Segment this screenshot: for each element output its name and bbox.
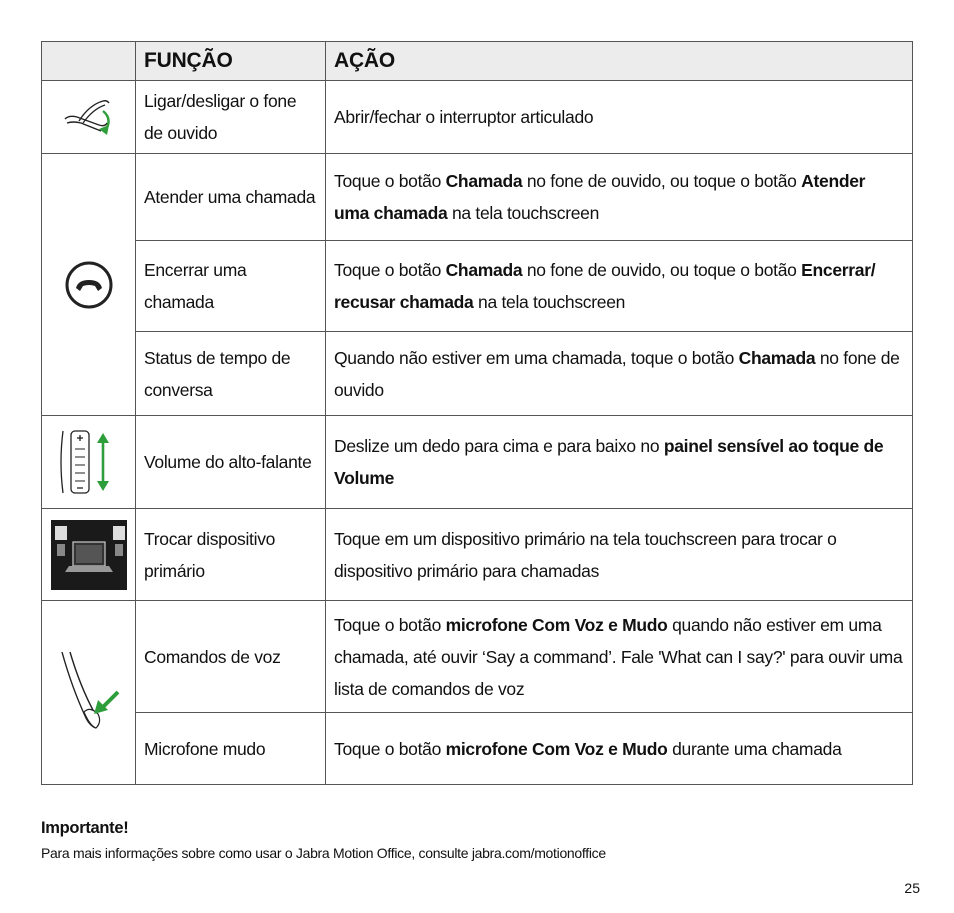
action-text: no fone de ouvido xyxy=(334,347,900,400)
action-cell xyxy=(326,509,913,601)
function-table xyxy=(41,41,913,785)
action-text: na tela touchscreen xyxy=(473,292,626,312)
action-text: no fone de ouvido, ou toque o botão xyxy=(522,260,802,280)
action-emphasis: painel sensível ao toque de Volume xyxy=(334,436,884,488)
action-text: quando não estiver em uma chamada, até ouvir ‘Say a command’. Fale 'What can I say?' para ouvir uma lista de comandos de voz xyxy=(334,614,903,699)
table-row xyxy=(42,713,913,785)
table-row xyxy=(42,241,913,332)
table-row xyxy=(42,81,913,154)
action-emphasis: Encerrar/ recusar chamada xyxy=(334,260,876,312)
icon-cell xyxy=(42,509,136,601)
action-emphasis: Chamada xyxy=(738,347,816,368)
action-text: Abrir/fechar o interruptor articulado xyxy=(334,107,594,127)
action-text: Deslize um dedo para cima e para baixo no xyxy=(334,436,664,456)
action-cell xyxy=(326,332,913,416)
action-emphasis: Chamada xyxy=(445,171,523,191)
table-row xyxy=(42,416,913,509)
header-function: FUNÇÃO xyxy=(136,42,326,81)
icon-cell xyxy=(42,154,136,416)
action-text: Toque o botão xyxy=(334,738,446,759)
action-text: durante uma chamada xyxy=(667,738,842,759)
note-title: Importante! xyxy=(41,819,129,837)
table-row xyxy=(42,601,913,713)
function-cell: Atender uma chamada xyxy=(136,154,326,241)
function-cell: Comandos de voz xyxy=(136,601,326,713)
function-cell: Status de tempo de conversa xyxy=(136,332,326,416)
action-cell xyxy=(326,601,913,713)
function-cell: Encerrar uma chamada xyxy=(136,241,326,332)
header-icon-col xyxy=(42,42,136,81)
action-text: na tela touchscreen xyxy=(447,203,600,223)
action-cell xyxy=(326,416,913,509)
action-emphasis: microfone Com Voz e Mudo xyxy=(445,614,668,635)
action-emphasis: microfone Com Voz e Mudo xyxy=(445,738,668,759)
icon-cell xyxy=(42,416,136,509)
action-text: no fone de ouvido, ou toque o botão xyxy=(522,171,802,191)
action-cell xyxy=(326,241,913,332)
page-number: 25 xyxy=(904,880,920,896)
headset-mic-button-icon xyxy=(54,648,124,738)
table-row xyxy=(42,154,913,241)
action-cell xyxy=(326,81,913,154)
primary-device-laptop-icon xyxy=(51,520,127,590)
action-text: Toque o botão xyxy=(334,614,446,635)
function-cell: Volume do alto-falante xyxy=(136,416,326,509)
volume-touch-panel-icon xyxy=(57,427,121,497)
action-emphasis: Chamada xyxy=(445,260,523,280)
function-cell: Trocar dispositivo primário xyxy=(136,509,326,601)
icon-cell xyxy=(42,601,136,785)
action-text: Toque o botão xyxy=(334,260,446,280)
function-cell: Ligar/desligar o fone de ouvido xyxy=(136,81,326,154)
headset-boom-switch-icon xyxy=(59,93,119,141)
action-text: Toque o botão xyxy=(334,171,446,191)
table-row xyxy=(42,332,913,416)
icon-cell xyxy=(42,81,136,154)
header-action: AÇÃO xyxy=(326,42,913,81)
action-text: Toque em um dispositivo primário na tela touchscreen para trocar o dispositivo primário para chamadas xyxy=(334,528,837,581)
call-button-icon xyxy=(62,258,116,312)
action-cell xyxy=(326,713,913,785)
action-emphasis: Atender uma chamada xyxy=(334,171,866,223)
action-text: Quando não estiver em uma chamada, toque o botão xyxy=(334,347,739,368)
note-text: Para mais informações sobre como usar o Jabra Motion Office, consulte jabra.com/motionoffice xyxy=(41,845,606,861)
table-header-row xyxy=(42,42,913,81)
action-cell xyxy=(326,154,913,241)
table-row xyxy=(42,509,913,601)
function-cell: Microfone mudo xyxy=(136,713,326,785)
